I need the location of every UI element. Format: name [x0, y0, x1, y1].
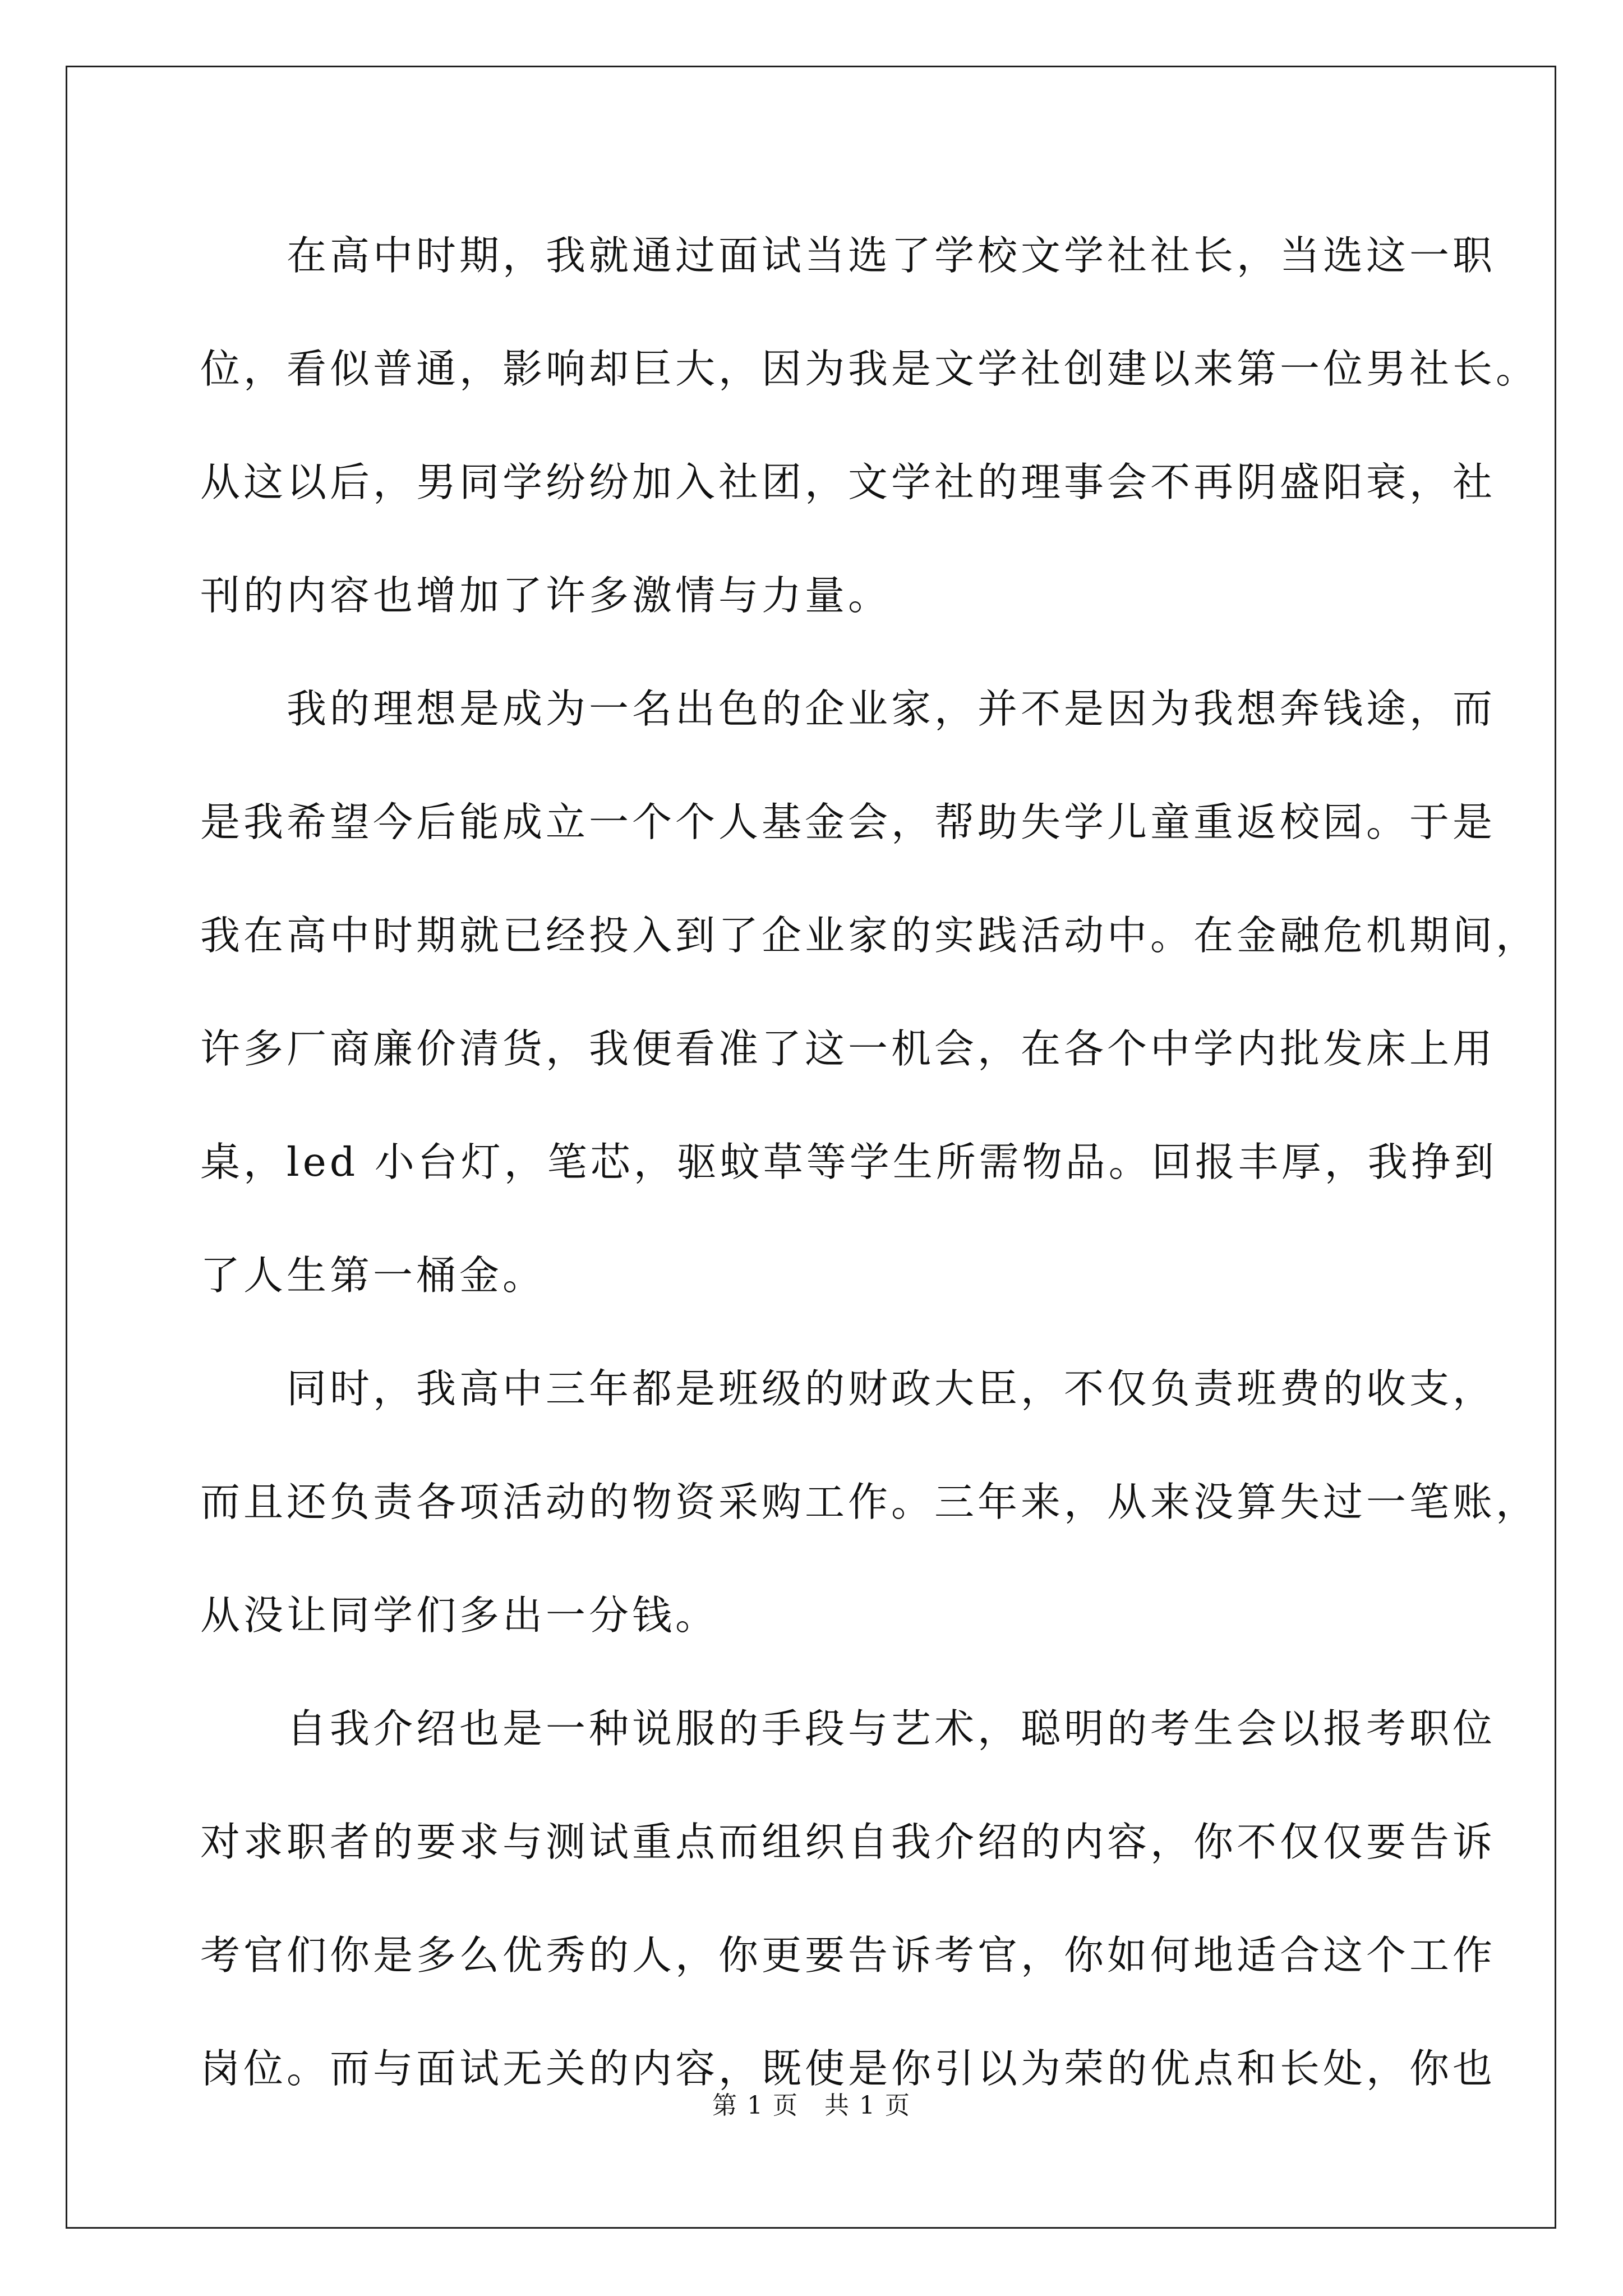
text-line: 对求职者的要求与测试重点而组织自我介绍的内容，你不仅仅要告诉 — [200, 1819, 1496, 1865]
text-line: 在高中时期，我就通过面试当选了学校文学社社长，当选这一职 — [200, 232, 1496, 279]
text-line: 桌，led 小台灯，笔芯，驱蚊草等学生所需物品。回报丰厚，我挣到 — [200, 1139, 1497, 1185]
text-line: 而且还负责各项活动的物资采购工作。三年来，从来没算失过一笔账， — [200, 1479, 1539, 1525]
text-line: 刊的内容也增加了许多激情与力量。 — [200, 572, 892, 619]
text-line: 岗位。而与面试无关的内容，既使是你引以为荣的优点和长处，你也 — [200, 2045, 1496, 2092]
text-line: 我在高中时期就已经投入到了企业家的实践活动中。在金融危机期间， — [200, 912, 1539, 959]
document-body — [200, 199, 1539, 2125]
text-line: 考官们你是多么优秀的人，你更要告诉考官，你如何地适合这个工作 — [200, 1932, 1496, 1978]
text-line: 了人生第一桶金。 — [200, 1252, 546, 1299]
text-line: 位，看似普通，影响却巨大，因为我是文学社创建以来第一位男社长。 — [200, 346, 1539, 392]
page-number-text: 第 1 页 共 1 页 — [712, 2091, 911, 2120]
text-line: 许多厂商廉价清货，我便看准了这一机会，在各个中学内批发床上用 — [200, 1025, 1496, 1072]
text-line: 我的理想是成为一名出色的企业家，并不是因为我想奔钱途，而 — [200, 685, 1496, 732]
text-line: 从没让同学们多出一分钱。 — [200, 1592, 719, 1639]
text-line: 同时，我高中三年都是班级的财政大臣，不仅负责班费的收支， — [200, 1365, 1496, 1412]
text-line: 是我希望今后能成立一个个人基金会，帮助失学儿童重返校园。于是 — [200, 799, 1496, 845]
text-line: 自我介绍也是一种说服的手段与艺术，聪明的考生会以报考职位 — [200, 1705, 1496, 1752]
page-number-footer — [0, 2089, 1623, 2123]
text-line: 从这以后，男同学纷纷加入社团，文学社的理事会不再阴盛阳衰，社 — [200, 459, 1496, 505]
